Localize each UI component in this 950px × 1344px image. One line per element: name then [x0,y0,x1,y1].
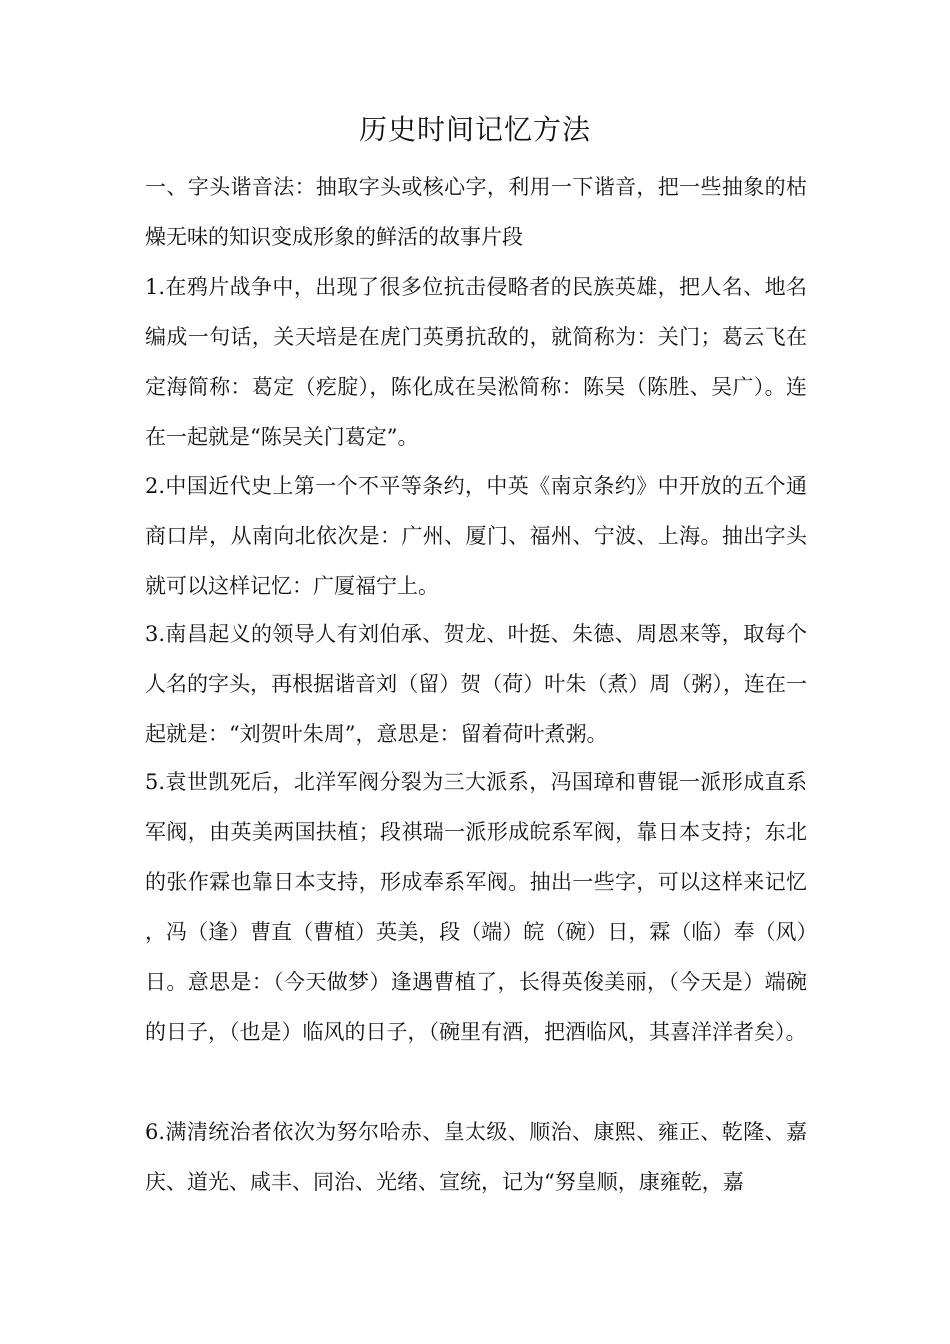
paragraph-warlords: 5.袁世凯死后，北洋军阀分裂为三大派系，冯国璋和曹锟一派形成直系军阀，由英美两国扶植；段祺瑞一派形成皖系军阀，靠日本支持；东北的张作霖也靠日本支持，形成奉系军阀。抽出一些字，可以这样来记忆，冯（逢）曹直（曹植）英美，段（端）皖（碗）日，霖（临）奉（风）日。意思是：（今天做梦）逢遇曹植了，长得英俊美丽，（今天是）端碗的日子，（也是）临风的日子，（碗里有酒，把酒临风，其喜洋洋者矣）。 [145,770,807,1044]
paragraph-qing-rulers: 6.满清统治者依次为努尔哈赤、皇太级、顺治、康熙、雍正、乾隆、嘉庆、道光、咸丰、同治、光绪、宣统，记为“努皇顺，康雍乾，嘉 [145,1120,807,1194]
paragraph-method-intro: 一、字头谐音法：抽取字头或核心字，利用一下谐音，把一些抽象的枯燥无味的知识变成形象的鲜活的故事片段 [145,175,807,249]
paragraph-opium-war-heroes: 1.在鸦片战争中，出现了很多位抗击侵略者的民族英雄，把人名、地名编成一句话，关天培是在虎门英勇抗敌的，就简称为：关门；葛云飞在定海简称：葛定（疙腚），陈化成在吴淞简称：陈吴（陈胜、吴广）。连在一起就是“陈吴关门葛定”。 [145,275,807,449]
paragraph-treaty-ports: 2.中国近代史上第一个不平等条约，中英《南京条约》中开放的五个通商口岸，从南向北依次是：广州、厦门、福州、宁波、上海。抽出字头就可以这样记忆：广厦福宁上。 [145,474,807,598]
paragraph-nanchang-uprising: 3.南昌起义的领导人有刘伯承、贺龙、叶挺、朱德、周恩来等，取每个人名的字头，再根据谐音刘（留）贺（荷）叶朱（煮）周（粥），连在一起就是：“刘贺叶朱周”，意思是：留着荷叶煮粥。 [145,622,807,746]
document-title: 历史时间记忆方法 [358,113,591,146]
